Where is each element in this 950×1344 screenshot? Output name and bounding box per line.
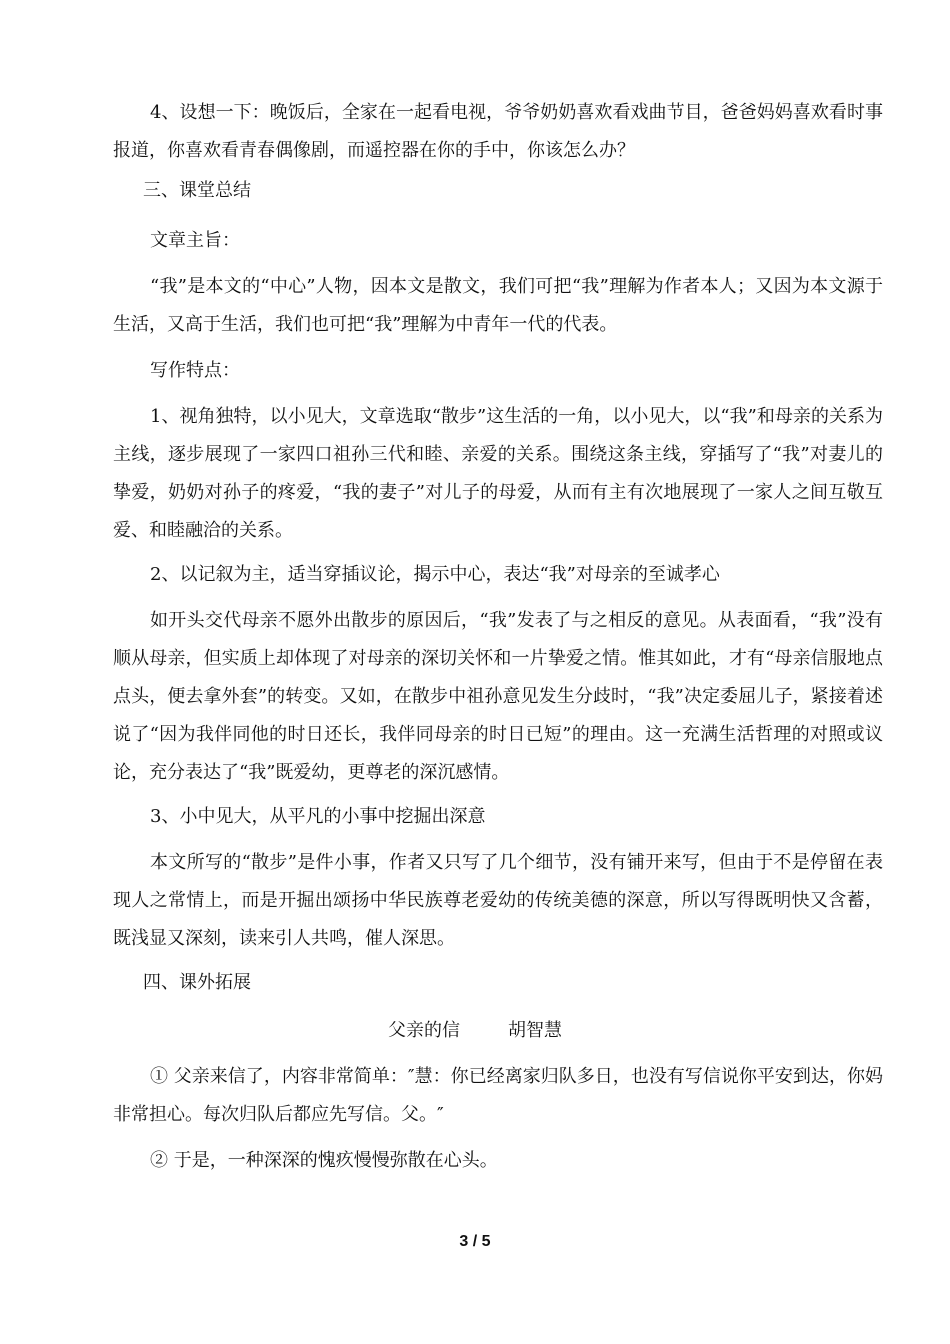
feature-3-body: 本文所写的“散步”是件小事，作者又只写了几个细节，没有铺开来写，但由于不是停留在表现人之常情上，而是开掘出颂扬中华民族尊老爱幼的传统美德的深意，所以写得既明快又含蓄，既浅显又深刻，读来引人共鸣，催人深思。 [113,852,883,949]
page-number: 3 / 5 [459,1233,491,1250]
section-heading-extension: 四、课外拓展 [143,972,251,993]
article-paragraph-2: ② 于是，一种深深的愧疚慢慢弥散在心头。 [150,1150,498,1171]
article-author: 胡智慧 [508,1020,562,1041]
theme-heading: 文章主旨： [150,230,240,251]
theme-body: “我”是本文的“中心”人物，因本文是散文，我们可把“我”理解为作者本人；又因为本文源于生活，又高于生活，我们也可把“我”理解为中青年一代的代表。 [113,276,883,335]
article-paragraph-1: ① 父亲来信了，内容非常简单：″慧：你已经离家归队多日，也没有写信说你平安到达，你妈非常担心。每次归队后都应先写信。父。″ [113,1066,883,1125]
features-heading: 写作特点： [150,360,240,381]
feature-2-heading: 2、以记叙为主，适当穿插议论，揭示中心，表达“我”对母亲的至诚孝心 [150,564,720,585]
section-heading-summary: 三、课堂总结 [143,180,251,201]
feature-2-body: 如开头交代母亲不愿外出散步的原因后，“我”发表了与之相反的意见。从表面看，“我”没有顺从母亲，但实质上却体现了对母亲的深切关怀和一片挚爱之情。惟其如此，才有“母亲信服地点点头，便去拿外套”的转变。又如，在散步中祖孙意见发生分歧时，“我”决定委屈儿子，紧接着述说了“因为我伴同他的时日还长，我伴同母亲的时日已短”的理由。这一充满生活哲理的对照或议论，充分表达了“我”既爱幼，更尊老的深沉感情。 [113,610,883,783]
article-title: 父亲的信 [388,1020,460,1041]
question-4: 4、设想一下：晚饭后，全家在一起看电视，爷爷奶奶喜欢看戏曲节目，爸爸妈妈喜欢看时事报道，你喜欢看青春偶像剧，而遥控器在你的手中，你该怎么办？ [113,102,883,161]
article-title-line [0,1012,950,1050]
feature-3-heading: 3、小中见大，从平凡的小事中挖掘出深意 [150,806,486,827]
feature-1: 1、视角独特，以小见大，文章选取“散步”这生活的一角，以小见大，以“我”和母亲的关系为主线，逐步展现了一家四口祖孙三代和睦、亲爱的关系。围绕这条主线，穿插写了“我”对妻儿的挚爱，奶奶对孙子的疼爱，“我的妻子”对儿子的母爱，从而有主有次地展现了一家人之间互敬互爱、和睦融洽的关系。 [113,406,883,541]
